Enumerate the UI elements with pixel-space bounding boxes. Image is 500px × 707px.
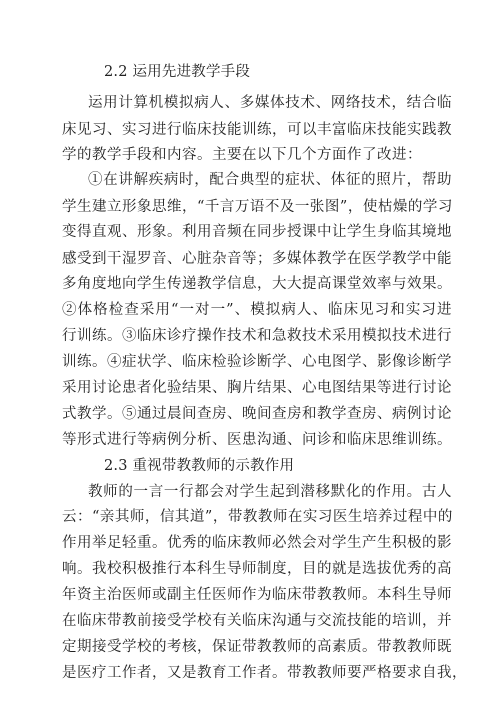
text-line: 作用举足轻重。优秀的临床教师必然会对学生产生积极的影 [62, 535, 452, 551]
text-line: 等形式进行等病例分析、医患沟通、问诊和临床思维训练。 [62, 432, 452, 448]
text-line: 在临床带教前接受学校有关临床沟通与交流技能的培训，并 [62, 613, 452, 629]
text-line: 床见习、实习进行临床技能训练，可以丰富临床技能实践教 [62, 122, 452, 138]
text-line: 云：“亲其师，信其道”，带教教师在实习医生培养过程中的 [62, 509, 453, 525]
text-line: 年资主治医师或副主任医师作为临床带教教师。本科生导师 [62, 587, 452, 603]
text-line: 多角度地向学生传递教学信息，大大提高课堂效率与效果。 [62, 276, 452, 292]
text-line: 行训练。③临床诊疗操作技术和急救技术采用模拟技术进行 [62, 328, 452, 344]
text-line: 定期接受学校的考核，保证带教教师的高素质。带教教师既 [62, 639, 452, 655]
text-line: 是医疗工作者，又是教育工作者。带教教师要严格要求自我， [62, 665, 467, 681]
text-line: ①在讲解疾病时，配合典型的症状、体征的照片，帮助 [88, 172, 452, 188]
text-line: 式教学。⑤通过晨间查房、晚间查房和教学查房、病例讨论 [62, 406, 452, 422]
text-line: 训练。④症状学、临床检验诊断学、心电图学、影像诊断学 [62, 354, 452, 370]
text-line: 变得直观、形象。利用音频在同步授课中让学生身临其境地 [62, 224, 452, 240]
section-heading-2-2: 2.2 运用先进教学手段 [104, 64, 251, 80]
section-heading-2-3: 2.3 重视带教教师的示教作用 [104, 458, 295, 474]
text-line: 教师的一言一行都会对学生起到潜移默化的作用。古人 [88, 484, 452, 500]
text-line: 学的教学手段和内容。主要在以下几个方面作了改进： [62, 147, 422, 163]
text-line: 运用计算机模拟病人、多媒体技术、网络技术，结合临 [88, 95, 452, 111]
text-line: ②体格检查采用“一对一”、模拟病人、临床见习和实习进 [62, 302, 452, 318]
text-line: 感受到干湿罗音、心脏杂音等；多媒体教学在医学教学中能 [62, 251, 452, 267]
text-line: 采用讨论患者化验结果、胸片结果、心电图结果等进行讨论 [62, 380, 452, 396]
text-line: 响。我校积极推行本科生导师制度，目的就是选拔优秀的高 [62, 561, 452, 577]
text-line: 学生建立形象思维，“千言万语不及一张图”，使枯燥的学习 [62, 199, 453, 215]
